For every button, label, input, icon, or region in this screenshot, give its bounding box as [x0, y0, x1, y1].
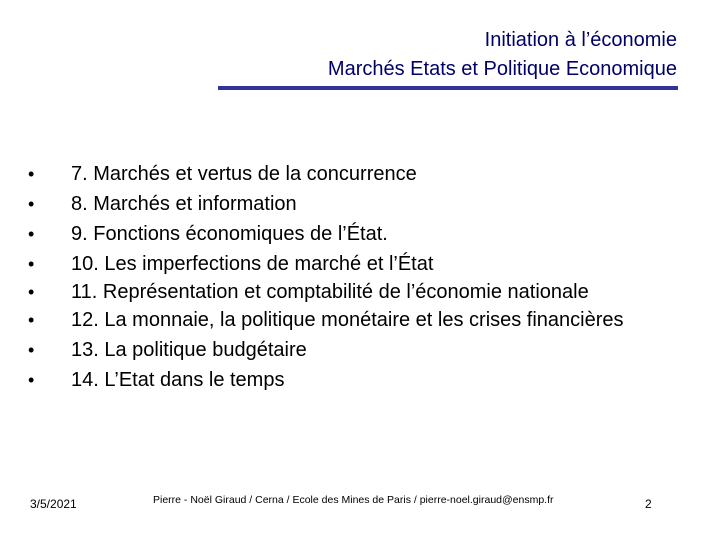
- list-item-text: 14. L’Etat dans le temps: [71, 369, 285, 391]
- header-subtitle: Marchés Etats et Politique Economique: [327, 58, 677, 80]
- footer-date: 3/5/2021: [30, 497, 77, 511]
- bullet-icon: •: [28, 164, 35, 184]
- bullet-icon: •: [28, 370, 35, 390]
- list-item: [28, 336, 678, 365]
- bullet-icon: •: [28, 282, 35, 302]
- list-item-text: 11. Représentation et comptabilité de l’économie nationale: [71, 281, 589, 303]
- list-item: [28, 280, 678, 305]
- list-item-text: 8. Marchés et information: [71, 193, 297, 215]
- header-rule: [218, 86, 678, 90]
- header-title: Initiation à l’économie: [484, 29, 677, 51]
- list-item-text: 12. La monnaie, la politique monétaire et les crises financières: [71, 309, 624, 331]
- bullet-icon: •: [28, 254, 35, 274]
- list-item: [28, 190, 678, 219]
- list-item-text: 7. Marchés et vertus de la concurrence: [71, 163, 417, 185]
- bullet-icon: •: [28, 224, 35, 244]
- list-item: [28, 220, 678, 249]
- bullet-icon: •: [28, 194, 35, 214]
- list-item: [28, 366, 678, 395]
- list-item: [28, 250, 678, 279]
- list-item: [28, 308, 678, 333]
- list-item-text: 10. Les imperfections de marché et l’État: [71, 253, 434, 275]
- bullet-icon: •: [28, 340, 35, 360]
- footer-credit: Pierre - Noël Giraud / Cerna / Ecole des Mines de Paris / pierre-noel.giraud@ensmp.fr: [153, 494, 554, 506]
- list-item: [28, 160, 678, 189]
- bullet-icon: •: [28, 310, 35, 330]
- page-number: 2: [645, 497, 652, 511]
- list-item-text: 13. La politique budgétaire: [71, 339, 307, 361]
- list-item-text: 9. Fonctions économiques de l’État.: [71, 223, 388, 245]
- topic-list: [28, 160, 678, 396]
- slide-header: [328, 26, 677, 84]
